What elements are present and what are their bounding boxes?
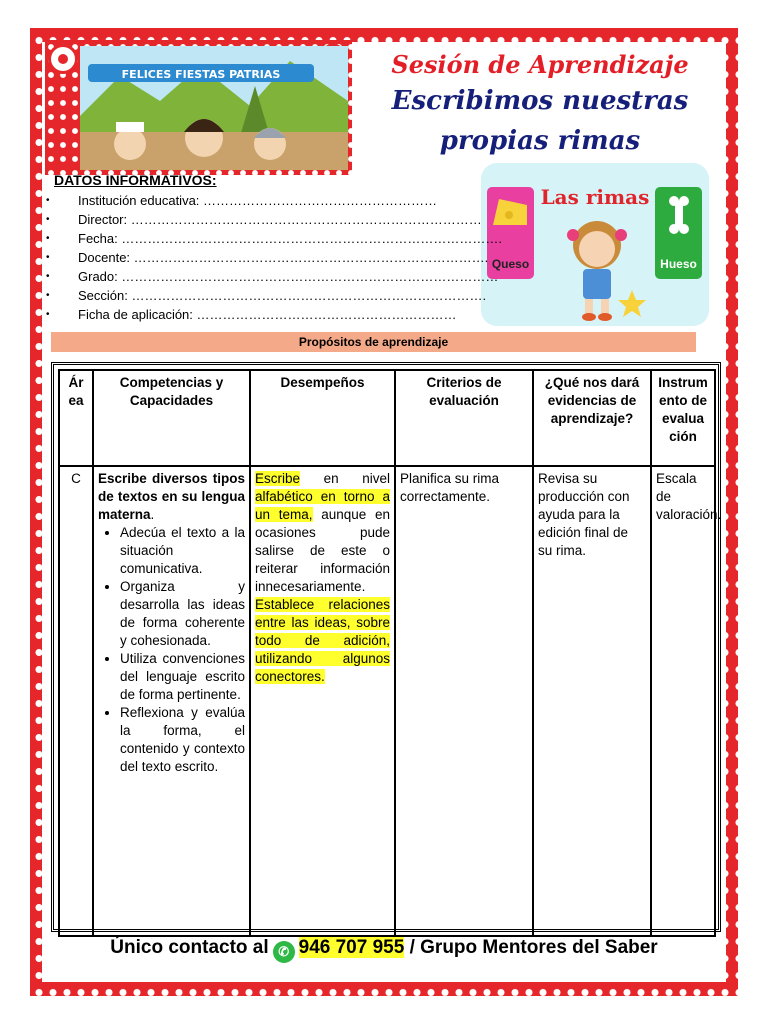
desempeno-highlight: alfabético en torno a un tema,: [255, 489, 390, 522]
rimas-card: [481, 163, 709, 326]
bullet-icon: •: [46, 233, 50, 244]
footer-suffix: / Grupo Mentores del Saber: [409, 937, 658, 958]
datos-item: • Ficha de aplicación: ……………………………………………………: [46, 307, 457, 322]
propositos-table: [58, 369, 722, 937]
cell-desempenos: [250, 466, 395, 936]
desempeno-highlight: Establece relaciones entre las ideas, sobre todo de adición, utilizando algunos conectores.: [255, 597, 390, 684]
capacidad-item: • Organiza y desarrolla las ideas de forma coherente y cohesionada.: [120, 578, 245, 650]
bone-icon: [661, 195, 697, 235]
whatsapp-icon: ✆: [273, 941, 295, 963]
bullet-icon: •: [46, 214, 50, 225]
footer-contact: [42, 937, 726, 963]
col-header-competencias: Competencias y Capacidades: [93, 370, 250, 466]
cell-area: C: [59, 466, 93, 936]
rosette-icon: [48, 44, 78, 74]
footer-prefix: Único contacto al: [110, 937, 269, 958]
desempeno-text: aunque en ocasiones pude salirse de este o reiterar información innecesariamente.: [255, 507, 390, 594]
page-title: Escribimos nuestras: [391, 86, 689, 116]
datos-list: [46, 191, 508, 324]
bullet-icon: •: [46, 309, 50, 320]
fiestas-patrias-illustration: [80, 46, 348, 170]
hueso-label: Hueso: [660, 257, 697, 271]
cell-evidencias: Revisa su producción con ayuda para la edición final de su rima.: [533, 466, 651, 936]
propositos-bar: Propósitos de aprendizaje: [51, 332, 696, 352]
session-label: Sesión de Aprendizaje: [391, 50, 689, 79]
col-header-criterios: Criterios de evaluación: [395, 370, 533, 466]
footer-phone: 946 707 955: [298, 937, 405, 958]
bullet-icon: •: [46, 290, 50, 301]
col-header-desempenos: Desempeños: [250, 370, 395, 466]
datos-item: • Fecha: …………………………………………………………………………….: [46, 231, 502, 246]
capacidad-item: • Adecúa el texto a la situación comunicativa.: [120, 524, 245, 578]
desempeno-highlight: Escribe: [255, 471, 301, 486]
cell-criterios: Planifica su rima correctamente.: [395, 466, 533, 936]
col-header-instrumento: Instrum ento de evalua ción: [651, 370, 715, 466]
col-header-evidencias: ¿Qué nos dará evidencias de aprendizaje?: [533, 370, 651, 466]
capacidades-list: [98, 524, 245, 776]
capacidad-item: • Reflexiona y evalúa la forma, el contenido y contexto del texto escrito.: [120, 704, 245, 776]
cell-instrumento: Escala de valoración.: [651, 466, 715, 936]
datos-item: • Director: ………………………………………………………………………: [46, 212, 482, 227]
desempeno-text: en nivel: [323, 471, 390, 486]
datos-heading: DATOS INFORMATIVOS:: [54, 172, 217, 188]
table-header-row: [59, 370, 715, 466]
table-row: [59, 466, 715, 936]
capacidad-item: • Utiliza convenciones del lenguaje escrito de forma pertinente.: [120, 650, 245, 704]
queso-label: Queso: [491, 257, 530, 271]
datos-item: • Grado: ……………………………………………………………………………: [46, 269, 499, 284]
bullet-icon: •: [46, 252, 50, 263]
bullet-icon: •: [46, 195, 50, 206]
rimas-title: Las rimas: [540, 185, 650, 209]
star-icon: [617, 289, 647, 319]
propositos-table-frame: [51, 362, 721, 932]
datos-item: • Sección: ……………………………………………………………………….: [46, 288, 487, 303]
page-title-line2: propias rimas: [439, 126, 641, 156]
bullet-icon: •: [46, 271, 50, 282]
banner-text: FELICES FIESTAS PATRIAS: [121, 68, 281, 81]
competencia-text: Escribe diversos tipos de textos en su lengua materna: [98, 471, 245, 522]
datos-item: • Institución educativa: ………………………………………………: [46, 193, 438, 208]
datos-item: • Docente: ……………………………………………………………………….: [46, 250, 489, 265]
cell-competencias: Escribe diversos tipos de textos en su lengua materna. • Adecúa el texto a la situación comunicativa. • Organiza y desarrolla las ideas de forma coherente y cohesionada. • Utiliza convenciones del lenguaje escrito de forma pertinente. • Reflexiona y evalúa la forma, el contenido y contexto del texto escrito.: [93, 466, 250, 936]
col-header-area: Ár ea: [59, 370, 93, 466]
